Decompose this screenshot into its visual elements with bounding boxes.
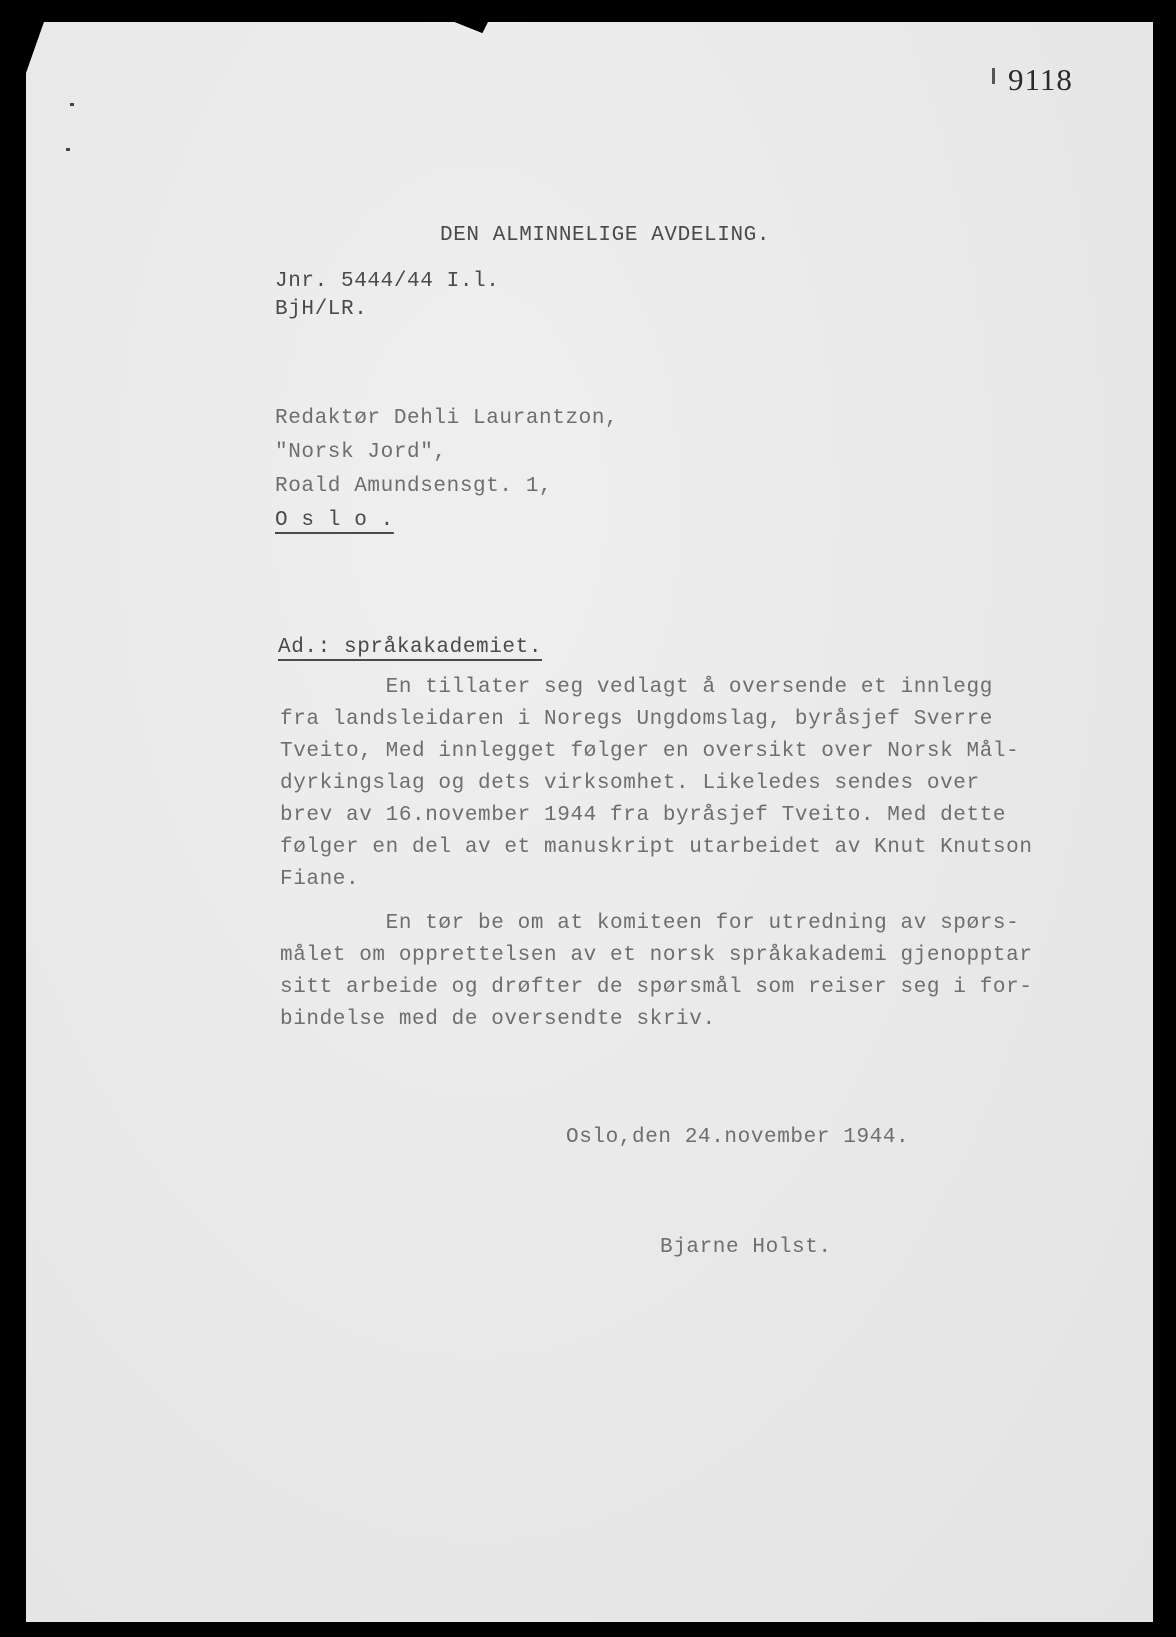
body-line: fra landsleidaren i Noregs Ungdomslag, byråsjef Sverre — [280, 708, 993, 731]
body-line: Tveito, Med innlegget følger en oversikt over Norsk Mål- — [280, 740, 1020, 763]
journal-number: Jnr. 5444/44 I.l. — [275, 270, 500, 293]
body-line: følger en del av et manuskript utarbeidet av Knut Knutson — [280, 836, 1033, 859]
place-and-date: Oslo,den 24.november 1944. — [566, 1126, 910, 1149]
archive-tick-mark — [992, 68, 995, 84]
recipient-line: Redaktør Dehli Laurantzon, — [275, 407, 619, 430]
margin-mark — [66, 148, 70, 151]
body-line: Fiane. — [280, 868, 360, 891]
body-line: sitt arbeide og drøfter de spørsmål som reiser seg i for- — [280, 976, 1033, 999]
recipient-line: Roald Amundsensgt. 1, — [275, 475, 553, 498]
body-line: bindelse med de oversendte skriv. — [280, 1008, 716, 1031]
body-line: En tør be om at komiteen for utredning av spørs- — [280, 912, 1020, 935]
subject-line: Ad.: språkakademiet. — [278, 636, 543, 659]
department-heading: DEN ALMINNELIGE AVDELING. — [440, 224, 771, 247]
signature-name: Bjarne Holst. — [660, 1236, 832, 1259]
body-line: målet om opprettelsen av et norsk språkakademi gjenopptar — [280, 944, 1033, 967]
body-line: dyrkingslag og dets virksomhet. Likeledes sendes over — [280, 772, 980, 795]
body-line: En tillater seg vedlagt å oversende et innlegg — [280, 676, 993, 699]
initials-reference: BjH/LR. — [275, 298, 368, 321]
body-line: brev av 16.november 1944 fra byråsjef Tveito. Med dette — [280, 804, 1007, 827]
archive-number: 9118 — [1008, 62, 1073, 97]
body-paragraph-2 — [280, 908, 1100, 1036]
body-paragraph-1 — [280, 672, 1100, 896]
recipient-line: "Norsk Jord", — [275, 441, 447, 464]
margin-mark — [70, 103, 74, 106]
recipient-city: O s l o . — [275, 509, 394, 532]
